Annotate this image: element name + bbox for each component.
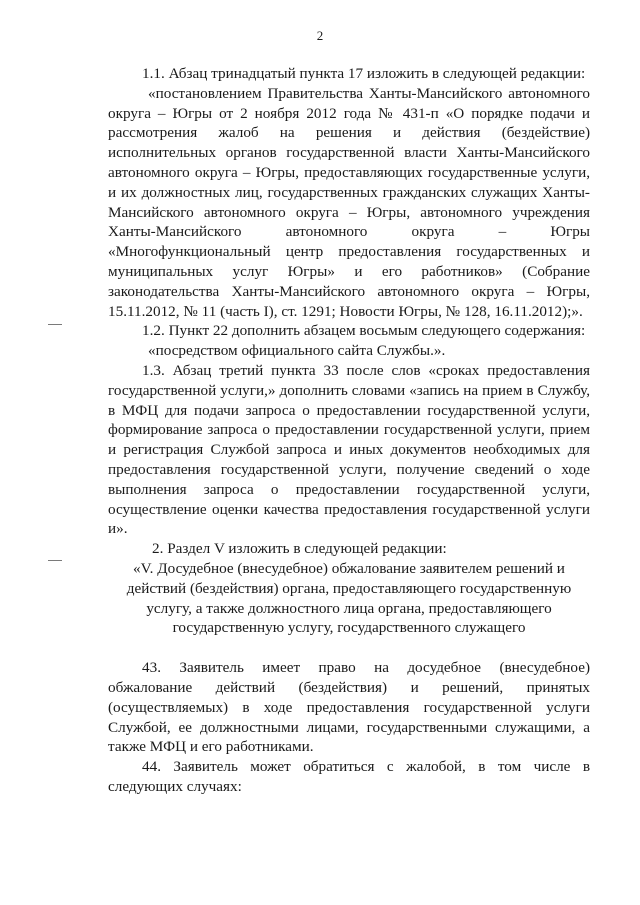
paragraph-1-1: 1.1. Абзац тринадцатый пункта 17 изложить в следующей редакции: [142, 65, 586, 82]
spacer [108, 638, 590, 658]
paragraph-quote-resolution: «постановлением Правительства Ханты-Мансийского автономного округа – Югры от 2 ноября 2012 года № 431-п «О порядке подачи и рассмотрения жалоб на решения и действия (бездействие) исполнительных органов государственной власти Ханты-Мансийского автономного округа – Югры, предоставляющих государственные услуги, и их должностных лиц, государственных гражданских служащих Ханты-Мансийского автономного округа – Югры, автономного учреждения Ханты-Мансийского автономного округа – Югры «Многофункциональный центр предоставления государственных и муниципальных услуг Югры» и его работников» (Собрание законодательства Ханты-Мансийского автономного округа – Югры, 15.11.2012, № 11 (часть I), ст. 1291; Новости Югры, № 128, 16.11.2012);». [108, 84, 590, 320]
document-body [108, 64, 590, 797]
page-number: 2 [316, 28, 324, 43]
paragraph-44: 44. Заявитель может обратиться с жалобой, в том числе в следующих случаях: [108, 758, 590, 795]
paragraph-2: 2. Раздел V изложить в следующей редакции: [152, 540, 447, 558]
margin-mark [48, 560, 62, 561]
paragraph-43: 43. Заявитель имеет право на досудебное (внесудебное) обжалование действий (бездействия) и решений, принятых (осуществляемых) в ходе предоставления государственной услуги Службой, ее должностными лицами, государственными служащими, а также МФЦ и его работниками. [108, 659, 590, 756]
section-heading: «V. Досудебное (внесудебное) обжалование заявителем решений и действий (бездействия) органа, предоставляющего государственную услугу, а также должностного лица органа, предоставляющего государственную услугу, государственного служащего [126, 559, 572, 637]
margin-mark [48, 324, 62, 325]
paragraph-quote-site: «посредством официального сайта Службы.». [148, 342, 446, 360]
paragraph-1-3: 1.3. Абзац третий пункта 33 после слов «сроках предоставления государственной услуги,» дополнить словами «запись на прием в Службу, в МФЦ для подачи запроса о предоставлении государственной услуги, формирование запроса о предоставлении государственной услуги, прием и регистрация Службой запроса и иных документов необходимых для предоставления государственной услуги, получение сведений о ходе выполнения запроса о предоставлении государственной услуги, осуществление оценки качества предоставления государственной услуги и». [108, 361, 590, 538]
paragraph-1-2: 1.2. Пункт 22 дополнить абзацем восьмым следующего содержания: [142, 322, 586, 340]
